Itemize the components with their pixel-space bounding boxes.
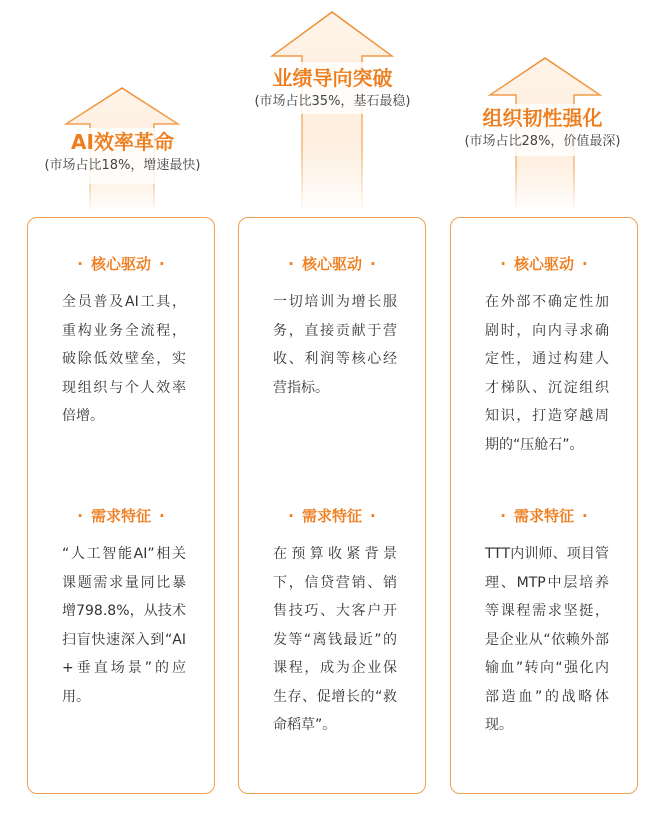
bullet-dot-icon: · — [159, 507, 165, 525]
section-text: 全员普及AI工具，重构业务全流程，破除低效壁垒，实现组织与个人效率倍增。 — [62, 294, 186, 424]
bullet-dot-icon: · — [500, 255, 506, 273]
section-title — [28, 506, 214, 526]
bullet-dot-icon: · — [582, 255, 588, 273]
section-title — [451, 254, 637, 274]
bullet-dot-icon: · — [288, 507, 294, 525]
section-text: 一切培训为增长服务，直接贡献于营收、利润等核心经营指标。 — [273, 294, 397, 396]
bullet-dot-icon: · — [77, 507, 83, 525]
bullet-dot-icon: · — [370, 255, 376, 273]
section-heading: 核心驱动 — [90, 255, 151, 273]
section-text: TTT内训师、项目管理、MTP中层培养等课程需求坚挺，是企业从“依赖外部输血”转向“强化内部造血”的战略体现。 — [485, 546, 609, 733]
column-heading-3 — [430, 106, 655, 151]
bullet-dot-icon: · — [582, 507, 588, 525]
column-subtitle: (市场占比28%，价值最深) — [464, 134, 621, 149]
section-title — [239, 254, 425, 274]
column-subtitle: (市场占比35%，基石最稳) — [254, 94, 411, 109]
section-title — [28, 254, 214, 274]
section-heading: 核心驱动 — [301, 255, 362, 273]
section-text: “人工智能AI”相关课题需求量同比暴增798.8%，从技术扫盲快速深入到“AI+垂直场景”的应用。 — [62, 546, 186, 705]
column-heading-1 — [10, 130, 235, 175]
section-text: 在外部不确定性加剧时，向内寻求确定性，通过构建人才梯队、沉淀组织知识，打造穿越周期的“压舱石”。 — [485, 294, 609, 453]
bullet-dot-icon: · — [77, 255, 83, 273]
bullet-dot-icon: · — [370, 507, 376, 525]
bullet-dot-icon: · — [288, 255, 294, 273]
column-heading-2 — [220, 66, 445, 111]
column-title: 业绩导向突破 — [272, 66, 393, 90]
section-title — [239, 506, 425, 526]
bullet-dot-icon: · — [159, 255, 165, 273]
section-text: 在预算收紧背景下，信贷营销、销售技巧、大客户开发等“离钱最近”的课程，成为企业保生存、促增长的“救命稻草”。 — [273, 546, 397, 733]
column-title: AI效率革命 — [71, 130, 174, 154]
bullet-dot-icon: · — [500, 507, 506, 525]
column-title: 组织韧性强化 — [482, 106, 603, 130]
card-ai-efficiency — [27, 217, 215, 794]
section-heading: 需求特征 — [90, 507, 151, 525]
section-title — [451, 506, 637, 526]
card-resilience — [450, 217, 638, 794]
section-heading: 需求特征 — [301, 507, 362, 525]
section-heading: 核心驱动 — [513, 255, 574, 273]
section-heading: 需求特征 — [513, 507, 574, 525]
card-performance — [238, 217, 426, 794]
column-subtitle: (市场占比18%，增速最快) — [44, 158, 201, 173]
